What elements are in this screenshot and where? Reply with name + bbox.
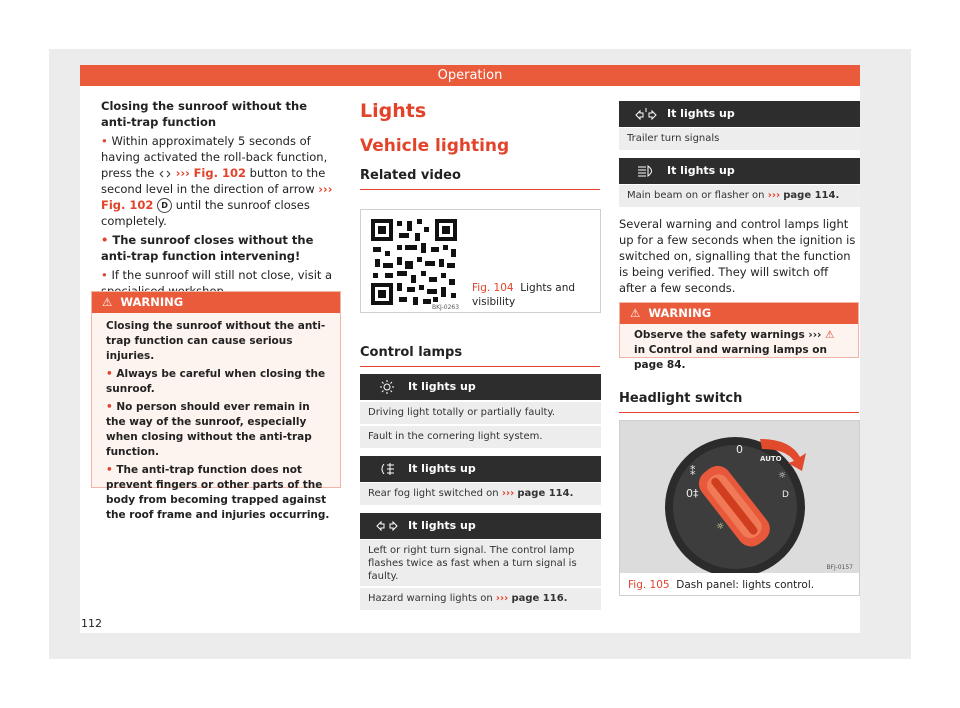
column-sunroof: [101, 98, 341, 299]
warning-icon: ⚠: [630, 306, 641, 320]
sunroof-step-3: • If the sunroof will still not close, visit a: [101, 268, 333, 282]
svg-text:0‡: 0‡: [686, 487, 699, 500]
lamps-warning-box: [619, 302, 859, 371]
turn-signal-icon: [374, 513, 400, 539]
lamp-row: Driving light totally or partially faulty.: [360, 402, 601, 424]
lamp-row: Main beam on or flasher on ››› page 114.: [619, 185, 860, 207]
sunroof-step-2: • The sunroof closes without the anti-trap function intervening!: [101, 233, 314, 263]
fig-104-caption: Fig. 104 Lights and visibility: [472, 282, 576, 308]
figure-104: [360, 209, 601, 313]
lamp-row: Left or right turn signal. The control lamp flashes twice as fast when a turn signal is faulty.: [360, 540, 601, 586]
lamp-row: Rear fog light switched on ››› page 114.: [360, 483, 601, 505]
fig-102-link-2[interactable]: Fig. 102: [101, 198, 154, 212]
svg-text:☼: ☼: [716, 522, 725, 532]
warning-header: ⚠ WARNING: [620, 303, 858, 324]
lamp-header-turn-signal: It lights up: [360, 513, 601, 539]
main-beam-icon: [633, 158, 659, 184]
lamp-header-sidelight: It lights up: [360, 374, 601, 400]
control-lamps-heading: Control lamps: [360, 345, 600, 367]
warning-item: • The anti-trap function does not prevent fingers or other parts of the body from becoming trapped against the roof frame and injuries occurring.: [106, 464, 330, 521]
vehicle-lighting-title: Vehicle lighting: [360, 136, 510, 156]
dial-label-zero: 0: [736, 443, 743, 456]
sidelight-icon: [374, 374, 400, 400]
section-header: Operation: [80, 65, 860, 86]
warning-item: • Always be careful when closing the sunroof.: [106, 368, 326, 395]
warning-item: • No person should ever remain in the way of the sunroof, especially when closing without the anti-trap function.: [106, 401, 312, 458]
lights-title: Lights: [360, 100, 427, 122]
bullet-icon: •: [101, 134, 108, 148]
warning-intro: Closing the sunroof without the anti-trap function can cause serious injuries.: [106, 320, 326, 362]
lamp-header-rear-fog: It lights up: [360, 456, 601, 482]
headlight-switch-heading: Headlight switch: [619, 391, 859, 413]
lamp-row: Trailer turn signals: [619, 128, 860, 150]
svg-text:☼: ☼: [778, 471, 787, 481]
fig-104-code: BKJ-0263: [432, 304, 460, 311]
lamp-row: Fault in the cornering light system.: [360, 426, 601, 448]
svg-text:D: D: [782, 490, 789, 500]
lamp-header-trailer: It lights up: [619, 101, 860, 127]
sunroof-warning-box: [91, 291, 341, 521]
callout-d: D: [157, 198, 172, 213]
lamp-row: Hazard warning lights on ››› page 116.: [360, 588, 601, 610]
lamp-header-main-beam: It lights up: [619, 158, 860, 184]
warning-text: Observe the safety warnings ››› ⚠ in Control and warning lamps on page 84.: [634, 329, 835, 371]
column-lights: [360, 100, 600, 190]
figure-105: [619, 420, 860, 596]
sunroof-heading: Closing the sunroof without the anti-trap function: [101, 99, 308, 129]
warning-header: ⚠ WARNING: [92, 292, 340, 313]
roof-button-icon: [158, 169, 172, 179]
fig-102-link[interactable]: Fig. 102: [193, 166, 246, 180]
control-lamp-paragraph: Several warning and control lamps light up for a few seconds when the ignition is switched on, signalling that the function is being verified. They will switch off after a few seconds.: [619, 217, 856, 295]
fig-105-caption: Fig. 105 Dash panel: lights control.: [628, 579, 815, 591]
svg-text:⁑: ⁑: [690, 465, 696, 478]
rear-fog-icon: [374, 456, 400, 482]
related-video-heading: Related video: [360, 164, 600, 190]
page-number: 112: [81, 617, 102, 630]
headlight-switch-image: [620, 421, 859, 573]
warning-triangle-icon: ⚠: [825, 329, 835, 341]
warning-icon: ⚠: [102, 295, 113, 309]
trailer-turn-icon: [633, 101, 659, 127]
sunroof-step-1: • Within approximately 5 seconds of having activated the roll-back function, press the ››› Fig. 102 button to the second level in the direction of arrow ››› Fig. 102 D until the sunroof closes completely.: [101, 134, 333, 228]
dial-label-auto: AUTO: [760, 455, 782, 463]
qr-code-icon[interactable]: [369, 217, 459, 307]
fig-105-code: BFJ-0157: [826, 564, 853, 571]
